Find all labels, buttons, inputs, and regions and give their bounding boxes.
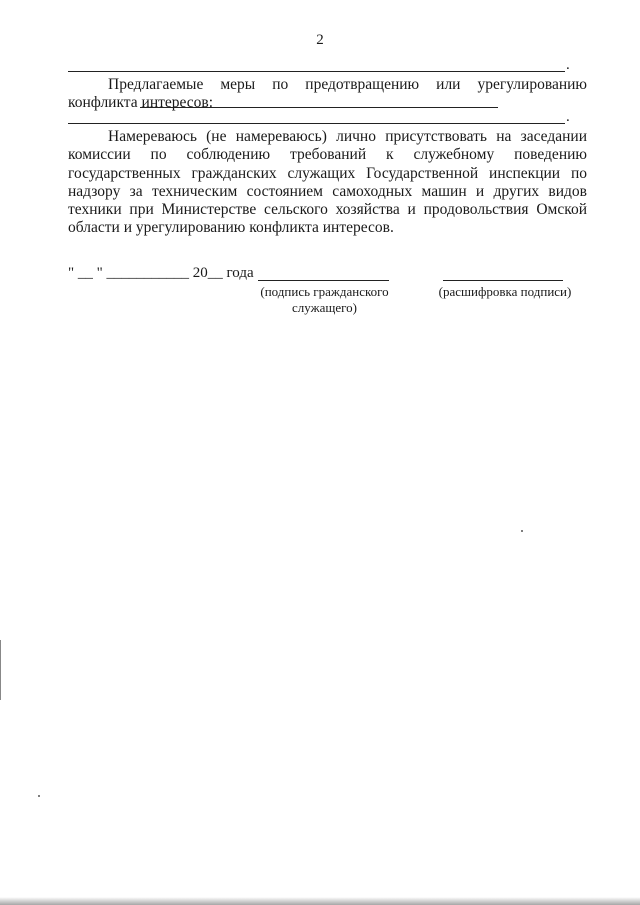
date-field: " __ " ___________ 20__ года xyxy=(68,265,254,281)
measures-fill-line[interactable] xyxy=(140,107,498,108)
fill-line xyxy=(68,71,565,72)
measures-text: Предлагаемые меры по предотвращению или урегулированию конфликта интересов: xyxy=(68,76,587,112)
fill-line xyxy=(68,123,565,124)
page-number: 2 xyxy=(316,32,324,48)
intent-paragraph: Намереваюсь (не намереваюсь) лично присутствовать на заседании комиссии по соблюдению требований к служебному поведению государственных гражданских служащих Государственной инспекции по надзору за техническим состоянием самоходных машин и других видов техники при Министерстве сельского хозяйства и продовольствия Омской области и урегулированию конфликта интересов. xyxy=(68,128,587,237)
signature-caption: (подпись гражданского служащего) xyxy=(260,284,389,315)
scan-speck xyxy=(521,530,523,532)
line-end-dot: . xyxy=(566,109,570,125)
decipher-caption: (расшифровка подписи) xyxy=(438,284,572,299)
scan-edge-mark xyxy=(0,640,3,700)
scan-speck xyxy=(38,795,40,797)
scan-bottom-edge xyxy=(0,897,640,905)
line-end-dot: . xyxy=(566,57,570,73)
signature-line[interactable] xyxy=(258,280,389,281)
decipher-line[interactable] xyxy=(443,280,563,281)
